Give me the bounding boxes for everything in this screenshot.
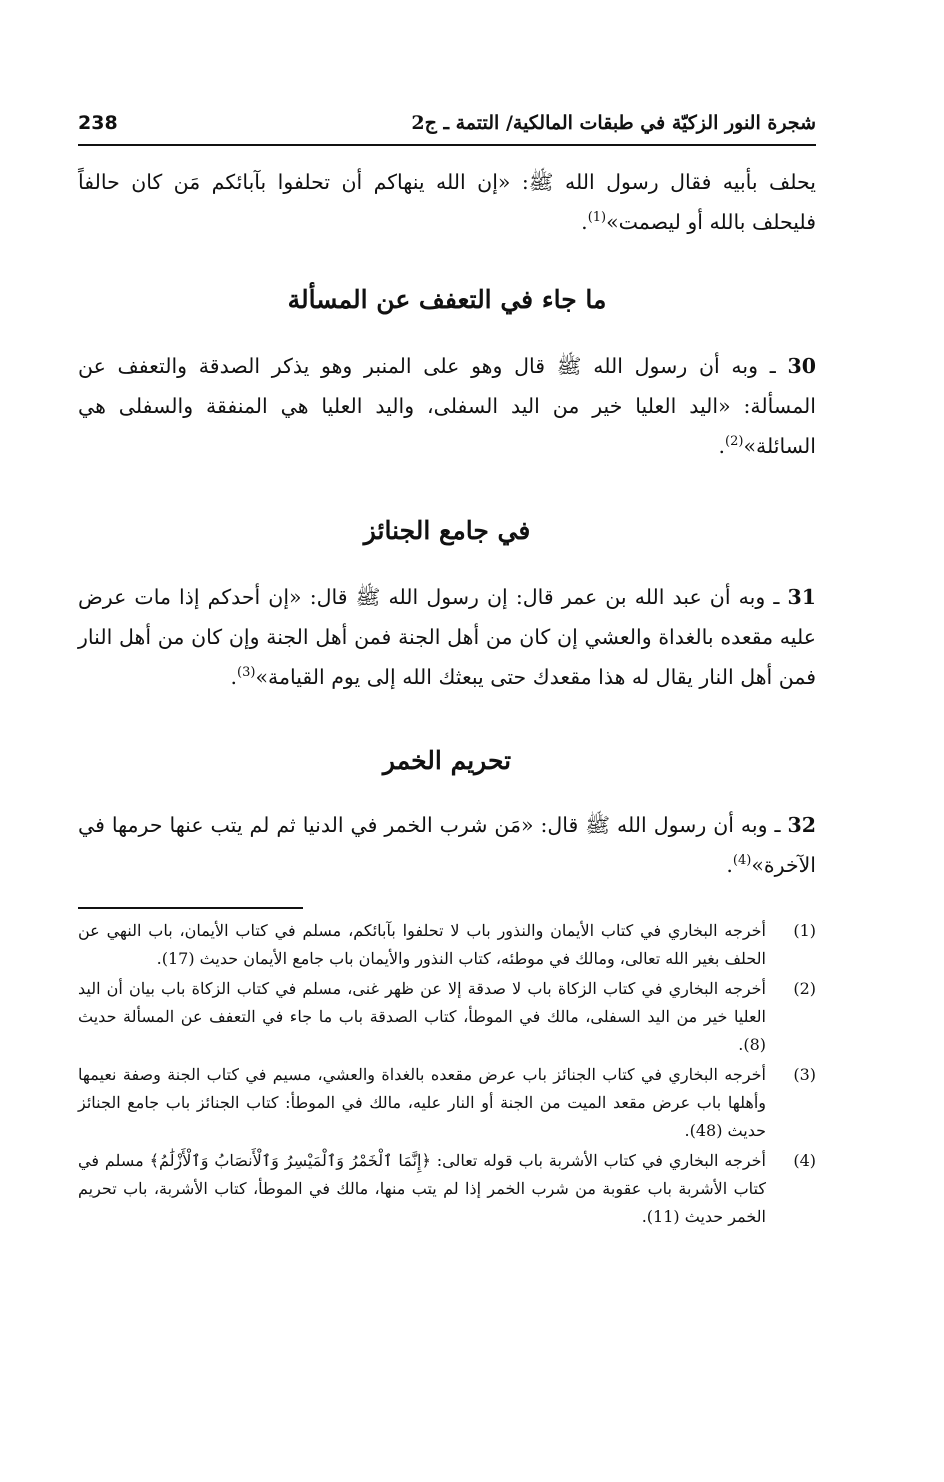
- sentence-end: .: [726, 853, 733, 877]
- hadith-paragraph: [78, 805, 816, 885]
- section-heading: ما جاء في التعفف عن المسألة: [287, 285, 607, 314]
- hadith-number: 32: [787, 813, 816, 837]
- footnote-ref: (4): [732, 853, 752, 869]
- hadith-paragraph: [78, 577, 816, 697]
- running-header: [78, 112, 816, 146]
- hadith-text: ـ وبه أن عبد الله بن عمر قال: إن رسول الله ﷺ قال: «إن أحدكم إذا مات عرض عليه مقعده بالغداة والعشي إن كان من أهل الجنة فمن أهل الجنة وإن كان من أهل النار فمن أهل النار يقال له هذا مقعدك حتى يبعثك الله إلى يوم القيامة»: [78, 585, 816, 689]
- footnote-separator: [78, 907, 303, 909]
- section-heading: تحريم الخمر: [382, 746, 512, 775]
- footnote-text: أخرجه البخاري في كتاب الجنائز باب عرض مقعده بالغداة والعشي، مسيم في كتاب الجنة وصفة نعيمها وأهلها باب عرض مقعد الميت من الجنة أو النار عليه، مالك في الموطأ: كتاب الجنائز باب جامع الجنائز حديث (48).: [78, 1065, 766, 1140]
- footnote-ref: (2): [725, 434, 744, 450]
- running-title: شجرة النور الزكيّة في طبقات المالكية/ التتمة ـ ج2: [411, 112, 816, 134]
- footnote-number: (1): [793, 921, 816, 940]
- page-number: 238: [78, 112, 118, 134]
- footnote: [78, 917, 816, 973]
- footnote: [78, 1147, 816, 1231]
- hadith-paragraph: [78, 346, 816, 466]
- sentence-end: .: [230, 665, 237, 689]
- footnote: [78, 975, 816, 1059]
- sentence-end: .: [581, 210, 588, 234]
- book-page: [78, 112, 816, 1233]
- footnote-ref: (3): [237, 665, 256, 681]
- hadith-number: 31: [787, 585, 816, 609]
- footnote-number: (2): [793, 979, 816, 998]
- footnote: [78, 1061, 816, 1145]
- footnote-text: أخرجه البخاري في كتاب الأيمان والنذور باب لا تحلفوا بآبائكم، مسلم في كتاب الأيمان، باب النهي عن الحلف بغير الله تعالى، ومالك في موطئه، كتاب النذور والأيمان باب جامع الأيمان حديث (17).: [78, 921, 766, 968]
- hadith-number: 30: [787, 354, 816, 378]
- footnote-number: (4): [793, 1151, 816, 1170]
- intro-paragraph: [78, 162, 816, 242]
- hadith-text: ـ وبه أن رسول الله ﷺ قال: «مَن شرب الخمر في الدنيا ثم لم يتب عنها حرمها في الآخرة»: [78, 813, 816, 877]
- hadith-text: ـ وبه أن رسول الله ﷺ قال وهو على المنبر وهو يذكر الصدقة والتعفف عن المسألة: «اليد العليا خير من اليد السفلى، واليد العليا هي المنفقة والسفلى هي السائلة»: [78, 354, 816, 458]
- section-heading: في جامع الجنائز: [363, 516, 531, 545]
- sentence-end: .: [718, 434, 726, 458]
- footnote-ref: (1): [587, 210, 607, 226]
- intro-text: يحلف بأبيه فقال رسول الله ﷺ: «إن الله ينهاكم أن تحلفوا بآبائكم مَن كان حالفاً فليحلف بالله أو ليصمت»: [78, 170, 816, 234]
- footnote-text: أخرجه البخاري في كتاب الأشربة باب قوله تعالى: ﴿إِنَّمَا ٱلْخَمْرُ وَٱلْمَيْسِرُ وَٱلْأَنصَابُ وَٱلْأَزْلَٰمُ﴾ مسلم في كتاب الأشربة باب عقوبة من شرب الخمر إذا لم يتب منها، مالك في الموطأ، كتاب الأشربة، باب تحريم الخمر حديث (11).: [78, 1151, 766, 1226]
- footnote-text: أخرجه البخاري في كتاب الزكاة باب لا صدقة إلا عن ظهر غنى، مسلم في كتاب الزكاة باب بيان أن اليد العليا خير من اليد السفلى، مالك في الموطأ، كتاب الصدقة باب ما جاء في التعفف عن المسألة حديث (8).: [78, 979, 766, 1054]
- footnote-number: (3): [793, 1065, 816, 1084]
- footnotes: [78, 917, 816, 1231]
